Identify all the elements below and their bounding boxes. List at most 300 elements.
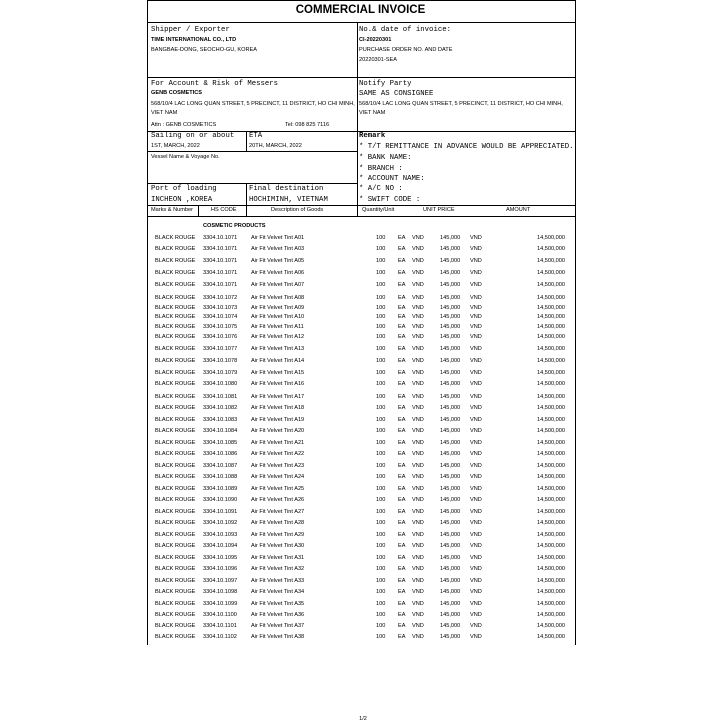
item-amount: 14,500,000 bbox=[537, 394, 565, 400]
item-unit: EA bbox=[398, 370, 406, 376]
item-currency: VND bbox=[470, 578, 482, 584]
item-unit: EA bbox=[398, 509, 406, 515]
rule-title bbox=[147, 22, 575, 23]
notify-label: Notify Party bbox=[359, 80, 412, 88]
item-description: Air Fit Velvet Tint A24 bbox=[251, 474, 305, 480]
item-currency: VND bbox=[412, 451, 424, 457]
item-mark: BLACK ROUGE bbox=[155, 346, 196, 352]
item-unit: EA bbox=[398, 474, 406, 480]
item-quantity: 100 bbox=[376, 532, 386, 538]
item-unit-price: 145,000 bbox=[440, 566, 461, 572]
item-quantity: 100 bbox=[376, 270, 386, 276]
item-hs-code: 3304.10.1083 bbox=[203, 417, 238, 423]
table-row bbox=[0, 602, 726, 612]
item-unit-price: 145,000 bbox=[440, 305, 461, 311]
item-unit-price: 145,000 bbox=[440, 520, 461, 526]
item-mark: BLACK ROUGE bbox=[155, 394, 196, 400]
table-row bbox=[0, 487, 726, 497]
category-label: COSMETIC PRODUCTS bbox=[203, 223, 266, 229]
item-mark: BLACK ROUGE bbox=[155, 440, 196, 446]
rule-header bbox=[147, 216, 575, 217]
table-row bbox=[0, 567, 726, 577]
item-mark: BLACK ROUGE bbox=[155, 612, 196, 618]
item-unit-price: 145,000 bbox=[440, 623, 461, 629]
table-row bbox=[0, 533, 726, 543]
table-row bbox=[0, 359, 726, 369]
item-unit: EA bbox=[398, 623, 406, 629]
item-currency: VND bbox=[412, 258, 424, 264]
item-unit: EA bbox=[398, 520, 406, 526]
table-row bbox=[0, 429, 726, 439]
item-amount: 14,500,000 bbox=[537, 589, 565, 595]
item-unit-price: 145,000 bbox=[440, 451, 461, 457]
item-quantity: 100 bbox=[376, 428, 386, 434]
item-currency: VND bbox=[412, 623, 424, 629]
table-row bbox=[0, 335, 726, 345]
item-amount: 14,500,000 bbox=[537, 543, 565, 549]
item-hs-code: 3304.10.1073 bbox=[203, 305, 238, 311]
table-row bbox=[0, 418, 726, 428]
item-currency: VND bbox=[470, 405, 482, 411]
table-row bbox=[0, 271, 726, 281]
item-amount: 14,500,000 bbox=[537, 370, 565, 376]
item-unit: EA bbox=[398, 235, 406, 241]
table-row bbox=[0, 510, 726, 520]
final-destination-value: HOCHIMINH, VIETNAM bbox=[249, 196, 328, 204]
item-description: Air Fit Velvet Tint A26 bbox=[251, 497, 305, 503]
item-unit-price: 145,000 bbox=[440, 497, 461, 503]
item-mark: BLACK ROUGE bbox=[155, 295, 196, 301]
item-hs-code: 3304.10.1091 bbox=[203, 509, 238, 515]
item-mark: BLACK ROUGE bbox=[155, 601, 196, 607]
item-currency: VND bbox=[470, 235, 482, 241]
item-unit-price: 145,000 bbox=[440, 543, 461, 549]
item-mark: BLACK ROUGE bbox=[155, 474, 196, 480]
item-unit: EA bbox=[398, 295, 406, 301]
table-row bbox=[0, 635, 726, 645]
col-header-marks: Marks & Number bbox=[151, 207, 193, 213]
item-currency: VND bbox=[470, 463, 482, 469]
item-currency: VND bbox=[470, 555, 482, 561]
item-hs-code: 3304.10.1074 bbox=[203, 314, 238, 320]
item-currency: VND bbox=[412, 381, 424, 387]
item-amount: 14,500,000 bbox=[537, 634, 565, 640]
table-row bbox=[0, 296, 726, 306]
table-row bbox=[0, 498, 726, 508]
po-label: PURCHASE ORDER NO. AND DATE bbox=[359, 47, 453, 53]
item-hs-code: 3304.10.1102 bbox=[203, 634, 237, 640]
item-currency: VND bbox=[412, 417, 424, 423]
item-unit: EA bbox=[398, 428, 406, 434]
item-unit-price: 145,000 bbox=[440, 486, 461, 492]
item-description: Air Fit Velvet Tint A16 bbox=[251, 381, 305, 387]
item-description: Air Fit Velvet Tint A37 bbox=[251, 623, 305, 629]
table-row bbox=[0, 579, 726, 589]
item-unit-price: 145,000 bbox=[440, 601, 461, 607]
item-mark: BLACK ROUGE bbox=[155, 555, 196, 561]
shipper-address: BANGBAE-DONG, SEOCHO-GU, KOREA bbox=[151, 47, 257, 53]
item-quantity: 100 bbox=[376, 440, 386, 446]
rule-ports bbox=[147, 205, 575, 206]
item-currency: VND bbox=[470, 305, 482, 311]
item-quantity: 100 bbox=[376, 474, 386, 480]
item-currency: VND bbox=[412, 532, 424, 538]
item-hs-code: 3304.10.1076 bbox=[203, 334, 238, 340]
item-hs-code: 3304.10.1075 bbox=[203, 324, 238, 330]
rule-col-hs bbox=[198, 205, 199, 216]
table-row bbox=[0, 464, 726, 474]
item-unit-price: 145,000 bbox=[440, 405, 461, 411]
item-hs-code: 3304.10.1082 bbox=[203, 405, 238, 411]
item-currency: VND bbox=[470, 346, 482, 352]
item-quantity: 100 bbox=[376, 370, 386, 376]
item-amount: 14,500,000 bbox=[537, 601, 565, 607]
item-hs-code: 3304.10.1089 bbox=[203, 486, 238, 492]
vessel-label: Vessel Name & Voyage No. bbox=[151, 154, 220, 160]
item-description: Air Fit Velvet Tint A38 bbox=[251, 634, 305, 640]
col-header-desc: Description of Goods bbox=[271, 207, 324, 213]
item-unit: EA bbox=[398, 358, 406, 364]
item-hs-code: 3304.10.1078 bbox=[203, 358, 238, 364]
item-currency: VND bbox=[412, 270, 424, 276]
item-description: Air Fit Velvet Tint A08 bbox=[251, 295, 305, 301]
item-currency: VND bbox=[470, 634, 482, 640]
item-mark: BLACK ROUGE bbox=[155, 324, 196, 330]
item-unit: EA bbox=[398, 532, 406, 538]
item-description: Air Fit Velvet Tint A34 bbox=[251, 589, 305, 595]
item-currency: VND bbox=[412, 324, 424, 330]
item-description: Air Fit Velvet Tint A35 bbox=[251, 601, 305, 607]
item-mark: BLACK ROUGE bbox=[155, 497, 196, 503]
item-amount: 14,500,000 bbox=[537, 612, 565, 618]
item-unit: EA bbox=[398, 334, 406, 340]
item-currency: VND bbox=[412, 601, 424, 607]
item-amount: 14,500,000 bbox=[537, 451, 565, 457]
item-currency: VND bbox=[470, 258, 482, 264]
item-unit: EA bbox=[398, 543, 406, 549]
item-unit: EA bbox=[398, 282, 406, 288]
item-unit: EA bbox=[398, 305, 406, 311]
item-currency: VND bbox=[412, 295, 424, 301]
item-quantity: 100 bbox=[376, 394, 386, 400]
item-unit-price: 145,000 bbox=[440, 394, 461, 400]
item-mark: BLACK ROUGE bbox=[155, 451, 196, 457]
item-amount: 14,500,000 bbox=[537, 405, 565, 411]
item-unit: EA bbox=[398, 451, 406, 457]
col-header-qty: Quantity/Unit bbox=[362, 207, 395, 213]
item-unit: EA bbox=[398, 394, 406, 400]
item-description: Air Fit Velvet Tint A29 bbox=[251, 532, 305, 538]
item-description: Air Fit Velvet Tint A10 bbox=[251, 314, 305, 320]
item-description: Air Fit Velvet Tint A23 bbox=[251, 463, 305, 469]
item-hs-code: 3304.10.1087 bbox=[203, 463, 238, 469]
item-currency: VND bbox=[412, 314, 424, 320]
item-hs-code: 3304.10.1100 bbox=[203, 612, 237, 618]
rule-sailing-eta bbox=[246, 131, 247, 151]
item-currency: VND bbox=[470, 358, 482, 364]
item-quantity: 100 bbox=[376, 358, 386, 364]
item-currency: VND bbox=[470, 440, 482, 446]
item-description: Air Fit Velvet Tint A01 bbox=[251, 235, 305, 241]
item-amount: 14,500,000 bbox=[537, 623, 565, 629]
item-hs-code: 3304.10.1090 bbox=[203, 497, 238, 503]
rule-port-dest bbox=[246, 183, 247, 216]
item-unit: EA bbox=[398, 270, 406, 276]
item-quantity: 100 bbox=[376, 612, 386, 618]
item-mark: BLACK ROUGE bbox=[155, 509, 196, 515]
col-header-hs: HS CODE bbox=[211, 207, 237, 213]
item-unit: EA bbox=[398, 566, 406, 572]
rule-shipper bbox=[147, 77, 575, 78]
po-number: 20220301-SEA bbox=[359, 57, 397, 63]
item-hs-code: 3304.10.1092 bbox=[203, 520, 238, 526]
consignee-address-2: VIET NAM bbox=[151, 110, 178, 116]
table-row bbox=[0, 475, 726, 485]
consignee-attn: Attn : GENB COSMETICS bbox=[151, 122, 217, 128]
table-row bbox=[0, 452, 726, 462]
item-currency: VND bbox=[470, 509, 482, 515]
item-description: Air Fit Velvet Tint A11 bbox=[251, 324, 304, 330]
item-unit: EA bbox=[398, 440, 406, 446]
table-row bbox=[0, 283, 726, 293]
item-hs-code: 3304.10.1094 bbox=[203, 543, 238, 549]
item-unit-price: 145,000 bbox=[440, 381, 461, 387]
item-hs-code: 3304.10.1079 bbox=[203, 370, 238, 376]
table-row bbox=[0, 590, 726, 600]
item-currency: VND bbox=[412, 463, 424, 469]
item-unit: EA bbox=[398, 246, 406, 252]
item-quantity: 100 bbox=[376, 555, 386, 561]
table-row bbox=[0, 259, 726, 269]
remark-line: * ACCOUNT NAME: bbox=[359, 175, 425, 183]
item-quantity: 100 bbox=[376, 497, 386, 503]
table-row bbox=[0, 556, 726, 566]
item-unit-price: 145,000 bbox=[440, 440, 461, 446]
item-description: Air Fit Velvet Tint A09 bbox=[251, 305, 305, 311]
item-description: Air Fit Velvet Tint A30 bbox=[251, 543, 305, 549]
item-mark: BLACK ROUGE bbox=[155, 334, 196, 340]
item-quantity: 100 bbox=[376, 282, 386, 288]
item-currency: VND bbox=[412, 555, 424, 561]
item-currency: VND bbox=[412, 305, 424, 311]
item-description: Air Fit Velvet Tint A13 bbox=[251, 346, 305, 352]
item-amount: 14,500,000 bbox=[537, 417, 565, 423]
item-hs-code: 3304.10.1077 bbox=[203, 346, 238, 352]
item-unit-price: 145,000 bbox=[440, 314, 461, 320]
item-mark: BLACK ROUGE bbox=[155, 270, 196, 276]
item-hs-code: 3304.10.1071 bbox=[203, 270, 238, 276]
table-row bbox=[0, 382, 726, 392]
item-unit: EA bbox=[398, 486, 406, 492]
shipper-name: TIME INTERNATIONAL CO., LTD bbox=[151, 37, 237, 43]
item-currency: VND bbox=[470, 589, 482, 595]
eta-label: ETA bbox=[249, 132, 263, 140]
item-currency: VND bbox=[412, 543, 424, 549]
item-description: Air Fit Velvet Tint A06 bbox=[251, 270, 305, 276]
item-currency: VND bbox=[412, 486, 424, 492]
item-description: Air Fit Velvet Tint A12 bbox=[251, 334, 305, 340]
item-currency: VND bbox=[412, 509, 424, 515]
item-currency: VND bbox=[412, 578, 424, 584]
item-unit: EA bbox=[398, 601, 406, 607]
item-mark: BLACK ROUGE bbox=[155, 486, 196, 492]
item-mark: BLACK ROUGE bbox=[155, 381, 196, 387]
item-currency: VND bbox=[412, 394, 424, 400]
item-unit-price: 145,000 bbox=[440, 555, 461, 561]
item-currency: VND bbox=[412, 634, 424, 640]
item-mark: BLACK ROUGE bbox=[155, 405, 196, 411]
port-loading-label: Port of loading bbox=[151, 185, 217, 193]
consignee-tel: Tel: 098 825 7116 bbox=[285, 122, 330, 128]
item-description: Air Fit Velvet Tint A07 bbox=[251, 282, 305, 288]
item-amount: 14,500,000 bbox=[537, 497, 565, 503]
item-unit: EA bbox=[398, 578, 406, 584]
table-row bbox=[0, 406, 726, 416]
rule-vessel bbox=[147, 183, 358, 184]
notify-address-1: 568/10/4 LAC LONG QUAN STREET, 5 PRECINCT, 11 DISTRICT, HO CHI MINH, bbox=[359, 101, 563, 107]
item-quantity: 100 bbox=[376, 566, 386, 572]
item-currency: VND bbox=[412, 370, 424, 376]
item-hs-code: 3304.10.1071 bbox=[203, 258, 238, 264]
item-unit-price: 145,000 bbox=[440, 474, 461, 480]
table-row bbox=[0, 395, 726, 405]
table-row bbox=[0, 247, 726, 257]
item-unit-price: 145,000 bbox=[440, 358, 461, 364]
consignee-name: GENB COSMETICS bbox=[151, 90, 202, 96]
item-currency: VND bbox=[470, 370, 482, 376]
item-amount: 14,500,000 bbox=[537, 532, 565, 538]
item-unit-price: 145,000 bbox=[440, 282, 461, 288]
item-amount: 14,500,000 bbox=[537, 509, 565, 515]
item-currency: VND bbox=[470, 314, 482, 320]
item-hs-code: 3304.10.1095 bbox=[203, 555, 238, 561]
rule-top bbox=[147, 0, 575, 1]
item-currency: VND bbox=[412, 497, 424, 503]
item-unit-price: 145,000 bbox=[440, 428, 461, 434]
item-quantity: 100 bbox=[376, 543, 386, 549]
shipper-label: Shipper / Exporter bbox=[151, 26, 230, 34]
item-description: Air Fit Velvet Tint A05 bbox=[251, 258, 305, 264]
item-hs-code: 3304.10.1072 bbox=[203, 295, 238, 301]
table-row bbox=[0, 325, 726, 335]
item-currency: VND bbox=[470, 623, 482, 629]
item-currency: VND bbox=[470, 543, 482, 549]
item-amount: 14,500,000 bbox=[537, 314, 565, 320]
item-mark: BLACK ROUGE bbox=[155, 623, 196, 629]
item-description: Air Fit Velvet Tint A17 bbox=[251, 394, 305, 400]
item-currency: VND bbox=[470, 394, 482, 400]
item-description: Air Fit Velvet Tint A20 bbox=[251, 428, 305, 434]
item-amount: 14,500,000 bbox=[537, 520, 565, 526]
remark-line: * BRANCH : bbox=[359, 165, 403, 173]
item-description: Air Fit Velvet Tint A03 bbox=[251, 246, 305, 252]
item-currency: VND bbox=[412, 358, 424, 364]
item-quantity: 100 bbox=[376, 314, 386, 320]
consignee-address-1: 568/10/4 LAC LONG QUAN STREET, 5 PRECINCT, 11 DISTRICT, HO CHI MINH, bbox=[151, 101, 355, 107]
remark-line: * T/T REMITTANCE IN ADVANCE WOULD BE APPRECIATED. bbox=[359, 143, 574, 151]
item-mark: BLACK ROUGE bbox=[155, 532, 196, 538]
item-description: Air Fit Velvet Tint A33 bbox=[251, 578, 305, 584]
item-quantity: 100 bbox=[376, 634, 386, 640]
item-hs-code: 3304.10.1085 bbox=[203, 440, 238, 446]
item-currency: VND bbox=[470, 486, 482, 492]
item-quantity: 100 bbox=[376, 520, 386, 526]
table-row bbox=[0, 624, 726, 634]
item-amount: 14,500,000 bbox=[537, 578, 565, 584]
table-row bbox=[0, 315, 726, 325]
item-unit-price: 145,000 bbox=[440, 612, 461, 618]
sailing-label: Sailing on or about bbox=[151, 132, 235, 140]
item-currency: VND bbox=[470, 451, 482, 457]
item-unit-price: 145,000 bbox=[440, 295, 461, 301]
item-mark: BLACK ROUGE bbox=[155, 428, 196, 434]
item-amount: 14,500,000 bbox=[537, 358, 565, 364]
item-description: Air Fit Velvet Tint A32 bbox=[251, 566, 305, 572]
item-hs-code: 3304.10.1097 bbox=[203, 578, 238, 584]
item-amount: 14,500,000 bbox=[537, 334, 565, 340]
item-description: Air Fit Velvet Tint A22 bbox=[251, 451, 305, 457]
table-row bbox=[0, 371, 726, 381]
item-amount: 14,500,000 bbox=[537, 486, 565, 492]
remark-line: * SWIFT CODE : bbox=[359, 196, 421, 204]
rule-sailing bbox=[147, 151, 358, 152]
item-quantity: 100 bbox=[376, 381, 386, 387]
item-hs-code: 3304.10.1086 bbox=[203, 451, 238, 457]
item-hs-code: 3304.10.1088 bbox=[203, 474, 238, 480]
item-quantity: 100 bbox=[376, 235, 386, 241]
item-unit: EA bbox=[398, 381, 406, 387]
item-currency: VND bbox=[412, 428, 424, 434]
item-unit-price: 145,000 bbox=[440, 346, 461, 352]
item-description: Air Fit Velvet Tint A14 bbox=[251, 358, 305, 364]
item-amount: 14,500,000 bbox=[537, 270, 565, 276]
item-unit-price: 145,000 bbox=[440, 578, 461, 584]
item-amount: 14,500,000 bbox=[537, 258, 565, 264]
item-unit-price: 145,000 bbox=[440, 532, 461, 538]
item-amount: 14,500,000 bbox=[537, 346, 565, 352]
final-destination-label: Final destination bbox=[249, 185, 324, 193]
item-mark: BLACK ROUGE bbox=[155, 543, 196, 549]
notify-value: SAME AS CONSIGNEE bbox=[359, 90, 434, 98]
item-unit: EA bbox=[398, 314, 406, 320]
item-currency: VND bbox=[470, 282, 482, 288]
item-unit-price: 145,000 bbox=[440, 417, 461, 423]
item-currency: VND bbox=[470, 295, 482, 301]
item-description: Air Fit Velvet Tint A19 bbox=[251, 417, 305, 423]
page-title: COMMERCIAL INVOICE bbox=[295, 4, 426, 16]
invoice-number: CI-20220301 bbox=[359, 37, 392, 43]
item-unit-price: 145,000 bbox=[440, 270, 461, 276]
item-unit-price: 145,000 bbox=[440, 235, 461, 241]
item-currency: VND bbox=[470, 532, 482, 538]
item-mark: BLACK ROUGE bbox=[155, 578, 196, 584]
item-currency: VND bbox=[470, 381, 482, 387]
item-amount: 14,500,000 bbox=[537, 381, 565, 387]
item-unit: EA bbox=[398, 417, 406, 423]
item-currency: VND bbox=[412, 346, 424, 352]
item-hs-code: 3304.10.1093 bbox=[203, 532, 238, 538]
item-mark: BLACK ROUGE bbox=[155, 520, 196, 526]
item-unit-price: 145,000 bbox=[440, 370, 461, 376]
item-currency: VND bbox=[470, 474, 482, 480]
item-currency: VND bbox=[412, 520, 424, 526]
item-unit-price: 145,000 bbox=[440, 463, 461, 469]
table-row bbox=[0, 347, 726, 357]
table-row bbox=[0, 236, 726, 246]
item-amount: 14,500,000 bbox=[537, 246, 565, 252]
table-row bbox=[0, 544, 726, 554]
item-description: Air Fit Velvet Tint A25 bbox=[251, 486, 305, 492]
